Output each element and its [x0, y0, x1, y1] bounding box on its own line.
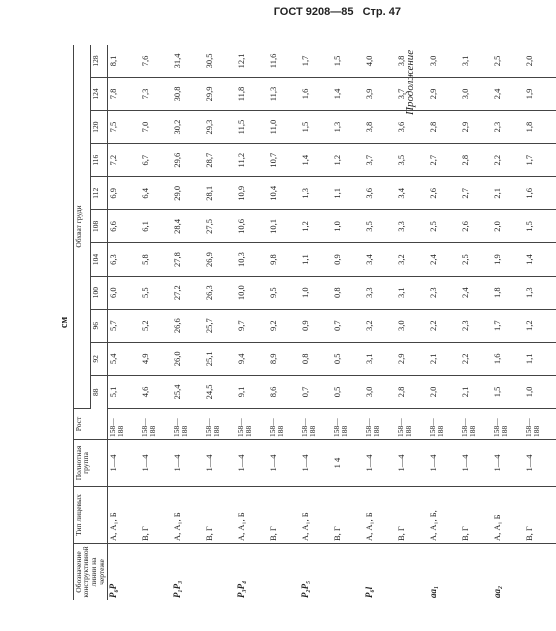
value-cell: 29,3 [204, 111, 236, 144]
value-cell: 30,5 [204, 45, 236, 77]
value-cell: 1,5 [300, 111, 332, 144]
size-header-116: 116 [90, 144, 107, 177]
value-cell: 24,5 [204, 375, 236, 408]
group-cell: 1—4 [428, 440, 460, 487]
height-cell: 158—188 [140, 409, 172, 440]
value-cell: 3,3 [364, 276, 396, 309]
value-cell: 1,2 [300, 210, 332, 243]
table-row [428, 45, 460, 600]
table-row [460, 45, 492, 600]
size-header-92: 92 [90, 342, 107, 375]
value-cell: 2,5 [492, 45, 524, 77]
value-cell: 1,3 [300, 177, 332, 210]
value-cell: 2,8 [396, 375, 428, 408]
value-cell: 28,4 [172, 210, 204, 243]
value-cell: 1,1 [332, 177, 364, 210]
type-cell: В, Г [396, 487, 428, 544]
value-cell: 2,1 [492, 177, 524, 210]
value-cell: 8,1 [108, 45, 141, 77]
value-cell: 9,2 [268, 309, 300, 342]
height-cell: 158—188 [364, 409, 396, 440]
value-cell: 26,9 [204, 243, 236, 276]
designation-cell: aa₁ [428, 585, 438, 598]
value-cell: 30,2 [172, 111, 204, 144]
designation-cell: P₃P₄ [236, 580, 246, 598]
designation-cell [204, 544, 236, 601]
value-cell: 1,1 [300, 243, 332, 276]
value-cell: 10,0 [236, 276, 268, 309]
value-cell: 27,2 [172, 276, 204, 309]
value-cell: 1,6 [300, 77, 332, 110]
height-cell: 158—188 [236, 409, 268, 440]
value-cell: 8,9 [268, 342, 300, 375]
value-cell: 9,4 [236, 342, 268, 375]
value-cell: 3,0 [428, 45, 460, 77]
value-cell: 3,0 [364, 375, 396, 408]
value-cell: 6,1 [140, 210, 172, 243]
value-cell: 2,9 [428, 77, 460, 110]
value-cell: 0,9 [300, 309, 332, 342]
value-cell: 11,3 [268, 77, 300, 110]
value-cell: 6,9 [108, 177, 141, 210]
value-cell: 3,2 [364, 309, 396, 342]
value-cell: 2,1 [460, 375, 492, 408]
table-row [524, 45, 556, 600]
height-cell: 158—188 [492, 409, 524, 440]
type-cell: А, А₁, Б [300, 487, 332, 544]
value-cell: 4,0 [364, 45, 396, 77]
group-cell: 1—4 [460, 440, 492, 487]
value-cell: 29,6 [172, 144, 204, 177]
value-cell: 5,4 [108, 342, 141, 375]
group-cell: 1—4 [236, 440, 268, 487]
value-cell: 1,4 [524, 243, 556, 276]
group-cell: 1—4 [108, 440, 141, 487]
table-row [332, 45, 364, 600]
size-header-88: 88 [90, 375, 107, 408]
value-cell: 3,4 [364, 243, 396, 276]
value-cell: 0,5 [332, 342, 364, 375]
value-cell: 3,8 [396, 45, 428, 77]
value-cell: 10,1 [268, 210, 300, 243]
type-cell: А, А₁, Б [364, 487, 396, 544]
value-cell: 1,4 [332, 77, 364, 110]
size-header-120: 120 [90, 111, 107, 144]
value-cell: 3,4 [396, 177, 428, 210]
group-cell: 1—4 [364, 440, 396, 487]
type-cell: В, Г [460, 487, 492, 544]
value-cell: 3,6 [396, 111, 428, 144]
size-header-108: 108 [90, 210, 107, 243]
type-cell: А, А₁ Б [492, 487, 524, 544]
value-cell: 3,5 [364, 210, 396, 243]
value-cell: 25,4 [172, 375, 204, 408]
value-cell: 1,7 [492, 309, 524, 342]
value-cell: 25,7 [204, 309, 236, 342]
value-cell: 1,7 [524, 144, 556, 177]
value-cell: 2,6 [428, 177, 460, 210]
value-cell: 2,8 [460, 144, 492, 177]
designation-cell: aa₂ [492, 585, 502, 598]
header-designation: Обозначение конструктивной линии на чертеже [73, 544, 108, 601]
value-cell: 3,7 [396, 77, 428, 110]
header-girth: Обхват груди [73, 45, 90, 409]
value-cell: 1,1 [524, 342, 556, 375]
value-cell: 3,6 [364, 177, 396, 210]
value-cell: 31,4 [172, 45, 204, 77]
value-cell: 9,5 [268, 276, 300, 309]
height-cell: 158—188 [300, 409, 332, 440]
value-cell: 6,6 [108, 210, 141, 243]
value-cell: 2,4 [428, 243, 460, 276]
value-cell: 4,9 [140, 342, 172, 375]
gost-number: ГОСТ 9208—85 [273, 6, 354, 18]
value-cell: 10,3 [236, 243, 268, 276]
value-cell: 0,5 [332, 375, 364, 408]
value-cell: 4,6 [140, 375, 172, 408]
value-cell: 1,0 [300, 276, 332, 309]
value-cell: 9,7 [236, 309, 268, 342]
value-cell: 3,7 [364, 144, 396, 177]
value-cell: 3,3 [396, 210, 428, 243]
value-cell: 29,9 [204, 77, 236, 110]
value-cell: 2,2 [428, 309, 460, 342]
height-cell: 158—188 [396, 409, 428, 440]
type-cell: А, А₁, Б [108, 487, 141, 544]
table-row [140, 45, 172, 600]
designation-cell [332, 544, 364, 601]
value-cell: 27,8 [172, 243, 204, 276]
value-cell: 1,3 [524, 276, 556, 309]
value-cell: 2,5 [428, 210, 460, 243]
value-cell: 11,2 [236, 144, 268, 177]
height-cell: 158—188 [332, 409, 364, 440]
value-cell: 1,9 [524, 77, 556, 110]
value-cell: 10,7 [268, 144, 300, 177]
value-cell: 30,8 [172, 77, 204, 110]
value-cell: 2,3 [460, 309, 492, 342]
designation-cell [524, 544, 556, 601]
group-cell: 1 4 [332, 440, 364, 487]
value-cell: 1,0 [524, 375, 556, 408]
value-cell: 7,0 [140, 111, 172, 144]
value-cell: 2,7 [460, 177, 492, 210]
value-cell: 2,2 [492, 144, 524, 177]
value-cell: 2,7 [428, 144, 460, 177]
size-header-96: 96 [90, 309, 107, 342]
value-cell: 0,7 [332, 309, 364, 342]
page-header [268, 6, 401, 18]
value-cell: 1,5 [524, 210, 556, 243]
value-cell: 6,7 [140, 144, 172, 177]
value-cell: 6,0 [108, 276, 141, 309]
value-cell: 29,0 [172, 177, 204, 210]
value-cell: 11,5 [236, 111, 268, 144]
group-cell: 1—4 [140, 440, 172, 487]
value-cell: 2,1 [428, 342, 460, 375]
group-cell: 1—4 [396, 440, 428, 487]
value-cell: 1,8 [524, 111, 556, 144]
designation-cell: P₆l [364, 586, 374, 598]
height-cell: 158—188 [172, 409, 204, 440]
table-row [236, 45, 268, 600]
value-cell: 11,0 [268, 111, 300, 144]
value-cell: 6,4 [140, 177, 172, 210]
type-cell: А, А₁, Б [172, 487, 204, 544]
header-completeness: Полнотная группа [73, 440, 108, 487]
value-cell: 7,2 [108, 144, 141, 177]
table-row [300, 45, 332, 600]
value-cell: 5,5 [140, 276, 172, 309]
page-number: Стр. 47 [362, 6, 401, 18]
designation-cell: P₆P [108, 583, 118, 598]
value-cell: 0,8 [300, 342, 332, 375]
value-cell: 1,0 [332, 210, 364, 243]
value-cell: 2,0 [492, 210, 524, 243]
value-cell: 11,6 [268, 45, 300, 77]
value-cell: 10,6 [236, 210, 268, 243]
value-cell: 1,3 [332, 111, 364, 144]
value-cell: 3,1 [396, 276, 428, 309]
size-header-100: 100 [90, 276, 107, 309]
table-row [396, 45, 428, 600]
designation-cell [140, 544, 172, 601]
table-row [108, 45, 141, 600]
value-cell: 7,8 [108, 77, 141, 110]
type-cell: В, Г [268, 487, 300, 544]
value-cell: 2,3 [492, 111, 524, 144]
value-cell: 9,1 [236, 375, 268, 408]
designation-cell [460, 544, 492, 601]
value-cell: 3,9 [364, 77, 396, 110]
value-cell: 7,3 [140, 77, 172, 110]
value-cell: 1,5 [492, 375, 524, 408]
designation-cell: P₁P₃ [172, 580, 182, 598]
sizes-table [58, 45, 556, 600]
value-cell: 7,5 [108, 111, 141, 144]
value-cell: 1,7 [300, 45, 332, 77]
value-cell: 1,4 [300, 144, 332, 177]
value-cell: 1,6 [524, 177, 556, 210]
value-cell: 2,3 [428, 276, 460, 309]
type-cell: А, А₁, Б, [428, 487, 460, 544]
type-cell: А, А₁, Б [236, 487, 268, 544]
value-cell: 0,8 [332, 276, 364, 309]
value-cell: 1,8 [492, 276, 524, 309]
value-cell: 3,1 [364, 342, 396, 375]
value-cell: 2,6 [460, 210, 492, 243]
value-cell: 5,1 [108, 375, 141, 408]
height-cell: 158—188 [108, 409, 141, 440]
height-cell: 158—188 [204, 409, 236, 440]
value-cell: 2,5 [460, 243, 492, 276]
header-height: Рост [73, 409, 108, 440]
value-cell: 9,8 [268, 243, 300, 276]
designation-cell [396, 544, 428, 601]
value-cell: 5,2 [140, 309, 172, 342]
table-row [172, 45, 204, 600]
value-cell: 26,0 [172, 342, 204, 375]
group-cell: 1—4 [204, 440, 236, 487]
designation-cell [268, 544, 300, 601]
height-cell: 158—188 [268, 409, 300, 440]
value-cell: 2,9 [460, 111, 492, 144]
value-cell: 6,3 [108, 243, 141, 276]
value-cell: 0,9 [332, 243, 364, 276]
value-cell: 3,2 [396, 243, 428, 276]
value-cell: 28,1 [204, 177, 236, 210]
value-cell: 0,7 [300, 375, 332, 408]
value-cell: 26,3 [204, 276, 236, 309]
value-cell: 5,7 [108, 309, 141, 342]
value-cell: 1,5 [332, 45, 364, 77]
value-cell: 2,0 [428, 375, 460, 408]
value-cell: 25,1 [204, 342, 236, 375]
value-cell: 10,4 [268, 177, 300, 210]
size-header-112: 112 [90, 177, 107, 210]
continuation-label: Продолжение [404, 49, 416, 115]
value-cell: 1,9 [492, 243, 524, 276]
group-cell: 1—4 [300, 440, 332, 487]
size-header-124: 124 [90, 77, 107, 110]
value-cell: 7,6 [140, 45, 172, 77]
value-cell: 27,5 [204, 210, 236, 243]
height-cell: 158—188 [428, 409, 460, 440]
size-header-104: 104 [90, 243, 107, 276]
value-cell: 3,0 [396, 309, 428, 342]
value-cell: 2,8 [428, 111, 460, 144]
value-cell: 2,2 [460, 342, 492, 375]
value-cell: 3,5 [396, 144, 428, 177]
type-cell: В, Г [524, 487, 556, 544]
value-cell: 3,8 [364, 111, 396, 144]
table-body [108, 45, 556, 600]
unit-label: см [59, 316, 70, 329]
type-cell: В, Г [140, 487, 172, 544]
table-row [268, 45, 300, 600]
group-cell: 1—4 [172, 440, 204, 487]
value-cell: 28,7 [204, 144, 236, 177]
group-cell: 1—4 [268, 440, 300, 487]
value-cell: 1,2 [332, 144, 364, 177]
height-cell: 158—188 [524, 409, 556, 440]
table-row [364, 45, 396, 600]
value-cell: 1,6 [492, 342, 524, 375]
table-row [204, 45, 236, 600]
type-cell: В, Г [204, 487, 236, 544]
value-cell: 2,9 [396, 342, 428, 375]
value-cell: 11,8 [236, 77, 268, 110]
table-row [492, 45, 524, 600]
designation-cell: P₂P₅ [300, 580, 310, 598]
value-cell: 5,8 [140, 243, 172, 276]
size-header-128: 128 [90, 45, 107, 77]
value-cell: 12,1 [236, 45, 268, 77]
group-cell: 1—4 [492, 440, 524, 487]
value-cell: 1,2 [524, 309, 556, 342]
value-cell: 26,6 [172, 309, 204, 342]
value-cell: 2,4 [460, 276, 492, 309]
group-cell: 1—4 [524, 440, 556, 487]
type-cell: В, Г [332, 487, 364, 544]
value-cell: 10,9 [236, 177, 268, 210]
value-cell: 2,0 [524, 45, 556, 77]
value-cell: 3,1 [460, 45, 492, 77]
value-cell: 3,0 [460, 77, 492, 110]
value-cell: 8,6 [268, 375, 300, 408]
height-cell: 158—188 [460, 409, 492, 440]
value-cell: 2,4 [492, 77, 524, 110]
header-type: Тип лицевых [73, 487, 108, 544]
